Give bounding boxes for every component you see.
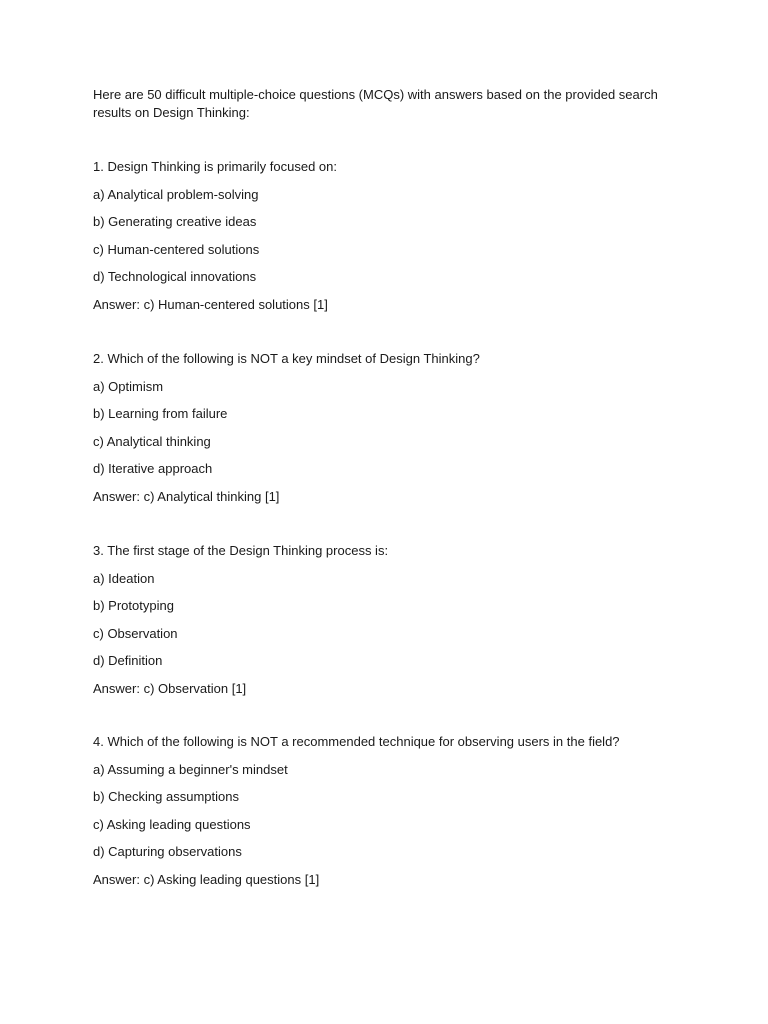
question-text: 4. Which of the following is NOT a recommended technique for observing users in the field? <box>93 734 620 749</box>
question-block <box>93 158 733 323</box>
option-b: b) Learning from failure <box>93 406 228 421</box>
question-block <box>93 542 733 707</box>
option-a: a) Ideation <box>93 570 155 586</box>
answer-text: Answer: c) Analytical thinking [1] <box>93 488 280 504</box>
option-b: b) Checking assumptions <box>93 789 239 804</box>
option-b: b) Prototyping <box>93 598 174 613</box>
option-a: a) Analytical problem-solving <box>93 186 259 202</box>
answer-text: Answer: c) Asking leading questions [1] <box>93 871 320 887</box>
question-text: 2. Which of the following is NOT a key mindset of Design Thinking? <box>93 351 480 366</box>
answer-text: Answer: c) Observation [1] <box>93 680 247 696</box>
question-text: 3. The first stage of the Design Thinking process is: <box>93 543 389 558</box>
question-block <box>93 733 733 898</box>
option-b: b) Generating creative ideas <box>93 214 257 229</box>
option-c: c) Analytical thinking <box>93 433 211 449</box>
option-d: d) Capturing observations <box>93 844 242 859</box>
answer-text: Answer: c) Human-centered solutions [1] <box>93 296 328 312</box>
option-c: c) Human-centered solutions <box>93 241 260 257</box>
option-d: d) Definition <box>93 653 163 668</box>
option-a: a) Assuming a beginner's mindset <box>93 761 288 777</box>
option-d: d) Iterative approach <box>93 461 213 476</box>
option-a: a) Optimism <box>93 378 164 394</box>
intro-paragraph: Here are 50 difficult multiple-choice questions (MCQs) with answers based on the provided search results on Design Thinking: <box>93 87 658 120</box>
option-c: c) Observation <box>93 625 178 641</box>
option-d: d) Technological innovations <box>93 269 257 284</box>
question-text: 1. Design Thinking is primarily focused on: <box>93 159 337 174</box>
question-block <box>93 350 733 515</box>
option-c: c) Asking leading questions <box>93 816 251 832</box>
